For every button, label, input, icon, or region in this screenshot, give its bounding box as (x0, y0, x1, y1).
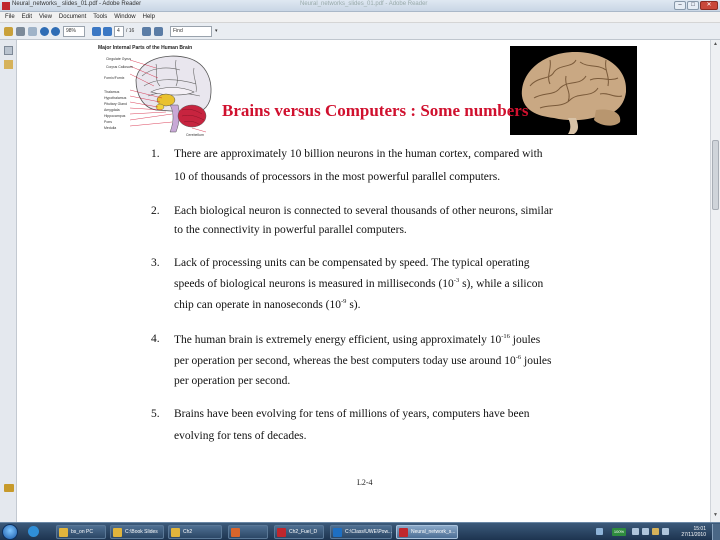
flag-icon[interactable] (652, 528, 659, 535)
item-number: 3. (151, 257, 160, 269)
taskbar-button[interactable]: bs_on PC (56, 525, 106, 539)
brain-photo (510, 46, 637, 135)
email-icon[interactable] (28, 27, 37, 36)
tray-icon[interactable] (596, 528, 603, 535)
title-bar (0, 0, 720, 12)
zoom-in-icon[interactable] (51, 27, 60, 36)
diagram-label: Amygdala (104, 108, 120, 112)
menu-bar (0, 12, 720, 23)
hand-icon[interactable] (4, 484, 14, 492)
minimize-button[interactable]: – (674, 1, 686, 10)
diagram-label: Cerebellum (186, 133, 204, 137)
window-title: Neural_networks_ slides_01.pdf - Adobe Reader (12, 1, 142, 7)
close-button[interactable]: ✕ (700, 1, 718, 10)
select-tool-icon[interactable] (142, 27, 151, 36)
vertical-scrollbar[interactable] (710, 40, 720, 522)
item-number: 4. (151, 333, 160, 345)
find-input[interactable]: Find (170, 26, 212, 37)
scroll-up-icon[interactable]: ▲ (713, 41, 718, 47)
diagram-label: Cingulate Gyrus (106, 57, 132, 61)
taskbar-button[interactable]: Ch2 (168, 525, 222, 539)
menu-help[interactable]: Help (142, 14, 155, 20)
diagram-label: Pituitary Gland (104, 102, 127, 106)
window-title-center: Neural_networks_slides_01.pdf - Adobe Reader (300, 1, 428, 7)
open-icon[interactable] (4, 27, 13, 36)
taskbar-button[interactable] (228, 525, 268, 539)
item-text: evolving for tens of decades. (174, 430, 307, 442)
scroll-down-icon[interactable]: ▼ (713, 512, 718, 518)
item-number: 5. (151, 408, 160, 420)
taskbar-button[interactable]: C:\Book Slides (110, 525, 164, 539)
battery-icon[interactable] (662, 528, 669, 535)
item-text: There are approximately 10 billion neurons in the human cortex, compared with (174, 148, 543, 160)
zoom-field[interactable]: 98% (63, 26, 85, 37)
maximize-button[interactable]: □ (687, 1, 699, 10)
menu-window[interactable]: Window (114, 14, 136, 20)
item-text: per operation per second. (174, 375, 291, 387)
attachments-icon[interactable] (4, 60, 13, 69)
print-icon[interactable] (16, 27, 25, 36)
diagram-title: Major Internal Parts of the Human Brain (98, 45, 193, 51)
folder-icon (171, 528, 180, 537)
folder-icon (59, 528, 68, 537)
item-text: speeds of biological neurons is measured in milliseconds ($10^{-3}$ s), while a silicon (174, 277, 544, 290)
navigation-panel (0, 40, 17, 522)
folder-icon (113, 528, 122, 537)
item-text: Each biological neuron is connected to several thousands of other neurons, similar (174, 205, 553, 217)
toolbar (0, 23, 720, 40)
page-total: / 16 (126, 28, 135, 34)
menu-document[interactable]: Document (58, 14, 87, 20)
item-number: 1. (151, 148, 160, 160)
page-footer: L2-4 (357, 478, 373, 487)
diagram-label: Corpus Callosum (106, 65, 133, 69)
powerpoint-icon (277, 528, 286, 537)
menu-file[interactable]: File (5, 14, 15, 20)
taskbar-button[interactable]: C:\Class\UWE\Pow... (330, 525, 392, 539)
taskbar-button-active[interactable]: Neural_network_s... (396, 525, 458, 539)
item-text: per operation per second, whereas the best computers today use around $10^{-6}$ joules (174, 354, 552, 367)
item-text: Brains have been evolving for tens of millions of years, computers have been (174, 408, 530, 420)
clock[interactable]: 15:01 27/11/2010 (681, 526, 706, 538)
menu-edit[interactable]: Edit (21, 14, 33, 20)
taskbar-button[interactable]: Ch2_Fuel_D (274, 525, 324, 539)
diagram-label: Pons (104, 120, 112, 124)
adobe-reader-icon (2, 2, 10, 10)
diagram-label: Medulla (104, 126, 117, 130)
system-tray (592, 524, 720, 540)
scrollbar-thumb[interactable] (712, 140, 719, 210)
item-text: 10 of thousands of processors in the most powerful parallel computers. (174, 171, 501, 183)
previous-page-icon[interactable] (92, 27, 101, 36)
show-desktop-button[interactable] (712, 524, 720, 540)
item-text: chip can operate in nanoseconds ($10^{-9}$ s). (174, 298, 361, 311)
hand-tool-icon[interactable] (154, 27, 163, 36)
item-text: The human brain is extremely energy efficient, using approximately $10^{-16}$ joules (174, 333, 541, 346)
media-player-icon (231, 528, 240, 537)
internet-explorer-icon[interactable] (28, 526, 39, 537)
taskbar (0, 522, 720, 540)
network-icon[interactable] (632, 528, 639, 535)
slide-heading: Brains versus Computers : Some numbers (222, 101, 529, 120)
volume-icon[interactable] (642, 528, 649, 535)
adobe-reader-icon (399, 528, 408, 537)
next-page-icon[interactable] (103, 27, 112, 36)
diagram-label: Hippocampus (104, 114, 126, 118)
find-dropdown-icon[interactable]: ▾ (215, 28, 218, 34)
page-number-field[interactable]: 4 (114, 26, 124, 37)
item-text: Lack of processing units can be compensated by speed. The typical operating (174, 257, 530, 269)
pages-panel-icon[interactable] (4, 46, 13, 55)
item-text: to the connectivity in powerful parallel computers. (174, 224, 407, 236)
zoom-out-icon[interactable] (40, 27, 49, 36)
menu-view[interactable]: View (39, 14, 52, 20)
item-number: 2. (151, 205, 160, 217)
start-button[interactable] (2, 524, 18, 540)
diagram-label: Thalamus (104, 90, 120, 94)
menu-tools[interactable]: Tools (93, 14, 108, 20)
zoom-badge[interactable]: 100% (613, 529, 625, 534)
diagram-label: Hypothalamus (104, 96, 127, 100)
diagram-label: Fornix/Fornix (104, 76, 125, 80)
word-icon (333, 528, 342, 537)
